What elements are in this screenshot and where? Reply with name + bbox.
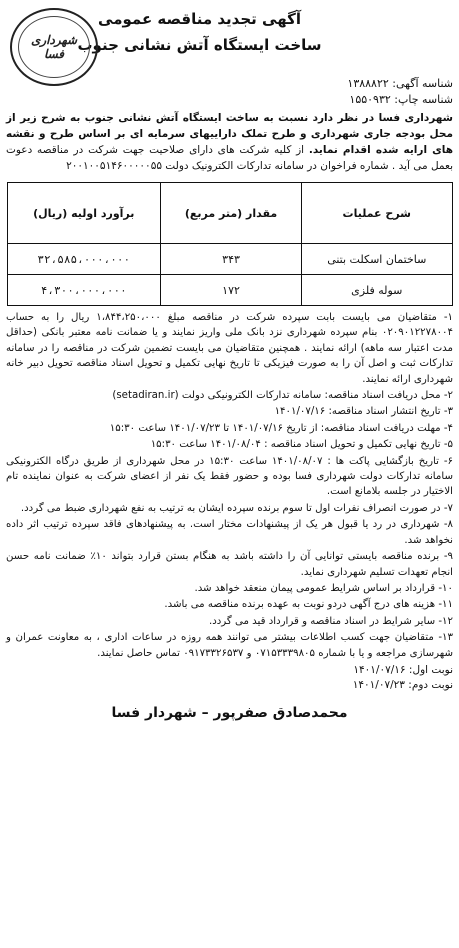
intro-bold-text: شهرداری فسا در نظر دارد نسبت به ساخت ایستگاه آتش نشانی جنوب به شرح زیر از محل بودجه جاری شهرداری و طرح تملک داراییهای سرمایه ای بر اساس طرح و نقشه های ارایه شده اقدام نماید. [6, 112, 453, 156]
clause-item: ۴- مهلت دریافت اسناد مناقصه: از تاریخ ۱۴۰۱/۰۷/۱۶ تا ۱۴۰۱/۰۷/۲۳ ساعت ۱۵:۳۰ [109, 422, 453, 434]
clause-item: ۱۲- سایر شرایط در اسناد مناقصه و قرارداد قید می گردد. [208, 615, 453, 627]
clause-item: ۱۳- متقاضیان جهت کسب اطلاعات بیشتر می توانند همه روزه در ساعات اداری ، به معاونت عمران و شهرسازی مراجعه و یا با شماره ۰۷۱۵۳۳۳۹۸۰۵ و ۰۹۱۷۳۳۲۶۵۳۷ تماس حاصل نمایند. [6, 632, 453, 659]
clause-item: ۱۰- قرارداد بر اساس شرایط عمومی پیمان منعقد خواهد شد. [194, 582, 453, 594]
clause-item: ۶- تاریخ بازگشایی پاکت ها : ۱۴۰۱/۰۸/۰۷ ساعت ۱۵:۳۰ در محل شهرداری از طریق درگاه الکترونیکی سامانه تدارکات دولت شهرداری فسا بوده و حضور فقط یک نفر از اعضای شرکت به عنوان نماینده تام الاختیار در جلسه بلامانع است. [6, 455, 454, 498]
table-header-cell: برآورد اولیه (ریال) [7, 183, 161, 244]
clause-item: ۳- تاریخ انتشار اسناد مناقصه: ۱۴۰۱/۰۷/۱۶ [274, 406, 453, 418]
notice-title: آگهی تجدید مناقصه عمومی [98, 10, 301, 28]
clause-item: ۱۱- هزینه های درج آگهی دردو نوبت به عهده برنده مناقصه می باشد. [164, 599, 453, 611]
table-cell: ۴،۳۰۰،۰۰۰،۰۰۰ [7, 275, 161, 306]
print-id: شناسه چاپ: ۱۵۵۰۹۳۲ [349, 93, 453, 106]
second-publication-date: نوبت دوم: ۱۴۰۱/۰۷/۲۳ [352, 678, 453, 691]
clause-item: ۵- تاریخ نهایی تکمیل و تحویل اسناد مناقصه : ۱۴۰۱/۰۸/۰۴ ساعت ۱۵:۳۰ [150, 439, 453, 451]
publication-dates [6, 663, 453, 693]
municipality-seal-logo [10, 8, 98, 86]
table-cell: ۱۷۲ [161, 275, 302, 306]
first-publication-date: نوبت اول: ۱۴۰۱/۰۷/۱۶ [353, 663, 453, 676]
table-cell: ۳۴۳ [161, 244, 302, 275]
clause-item: ۹- برنده مناقصه بایستی توانایی آن را داشته باشد به هنگام بستن قرارد بتواند ۱۰٪ ضمانت نامه حسن انجام تعهدات تسلیم شهرداری نماید. [6, 551, 453, 578]
seal-inner-ring [18, 16, 90, 78]
clause-item: ۷- در صورت انصراف نفرات اول تا سوم برنده سپرده ایشان به ترتیب به نفع شهرداری ضبط می گردد. [20, 502, 453, 514]
table-header-cell: مقدار (متر مربع) [161, 183, 302, 244]
table-row [7, 275, 452, 306]
clause-item: ۸- شهرداری در رد یا قبول هر یک از پیشنهادات مختار است. به پیشنهادهای فاقد سپرده ترتیب اثر داده نخواهد شد. [6, 519, 453, 546]
ad-id: شناسه آگهی: ۱۳۸۸۸۲۲ [347, 77, 453, 90]
table-header-cell: شرح عملیات [302, 183, 452, 244]
notice-subtitle: ساخت ایستگاه آتش نشانی جنوب [77, 36, 322, 54]
table-cell: سوله فلزی [302, 275, 452, 306]
intro-regular-text: از کلیه شرکت های دارای صلاحیت جهت شرکت در مناقصه دعوت بعمل می آید . شماره فراخوان در سامانه تدارکات الکترونیک دولت ۲۰۰۱۰۰۵۱۴۶۰۰۰۰۰۵۵ [6, 144, 453, 172]
table-cell: ۳۲،۵۸۵،۰۰۰،۰۰۰ [7, 244, 161, 275]
clause-item: ۱- متقاضیان می بایست بابت سپرده شرکت در مناقصه مبلغ ۱،۸۴۴،۲۵۰،۰۰۰ ریال را به حساب ۰۲۰۹۰۱۲۲۷۸۰۰۴ بنام سپرده شهرداری نزد بانک ملی واریز نمایند و یا ضمانت نامه معتبر بانکی (حداقل مدت اعتبار سه ماهه) ارائه نمایند . همچنین متقاضیان می بایست تضمین شرکت در مناقصه را در سامانه تدارکات ثبت و اصل آن را به صورت فیزیکی تا تاریخ نهایی تکمیل و تحویل اسناد مناقصه تحویل دبیر خانه شهرداری ارائه نمایند. [6, 312, 454, 385]
clause-item: ۲- محل دریافت اسناد مناقصه: سامانه تدارکات الکترونیکی دولت (setadiran.ir) [112, 390, 453, 402]
table-header-row [7, 183, 452, 244]
intro-paragraph [6, 110, 453, 174]
table-cell: ساختمان اسکلت بتنی [302, 244, 452, 275]
seal-text: شهرداری فسا [30, 33, 78, 61]
header [6, 8, 453, 70]
signature: محمدصادق صفرپور – شهردار فسا [111, 704, 348, 721]
clauses-list [6, 310, 453, 661]
operations-table [7, 182, 453, 306]
table-row [7, 244, 452, 275]
